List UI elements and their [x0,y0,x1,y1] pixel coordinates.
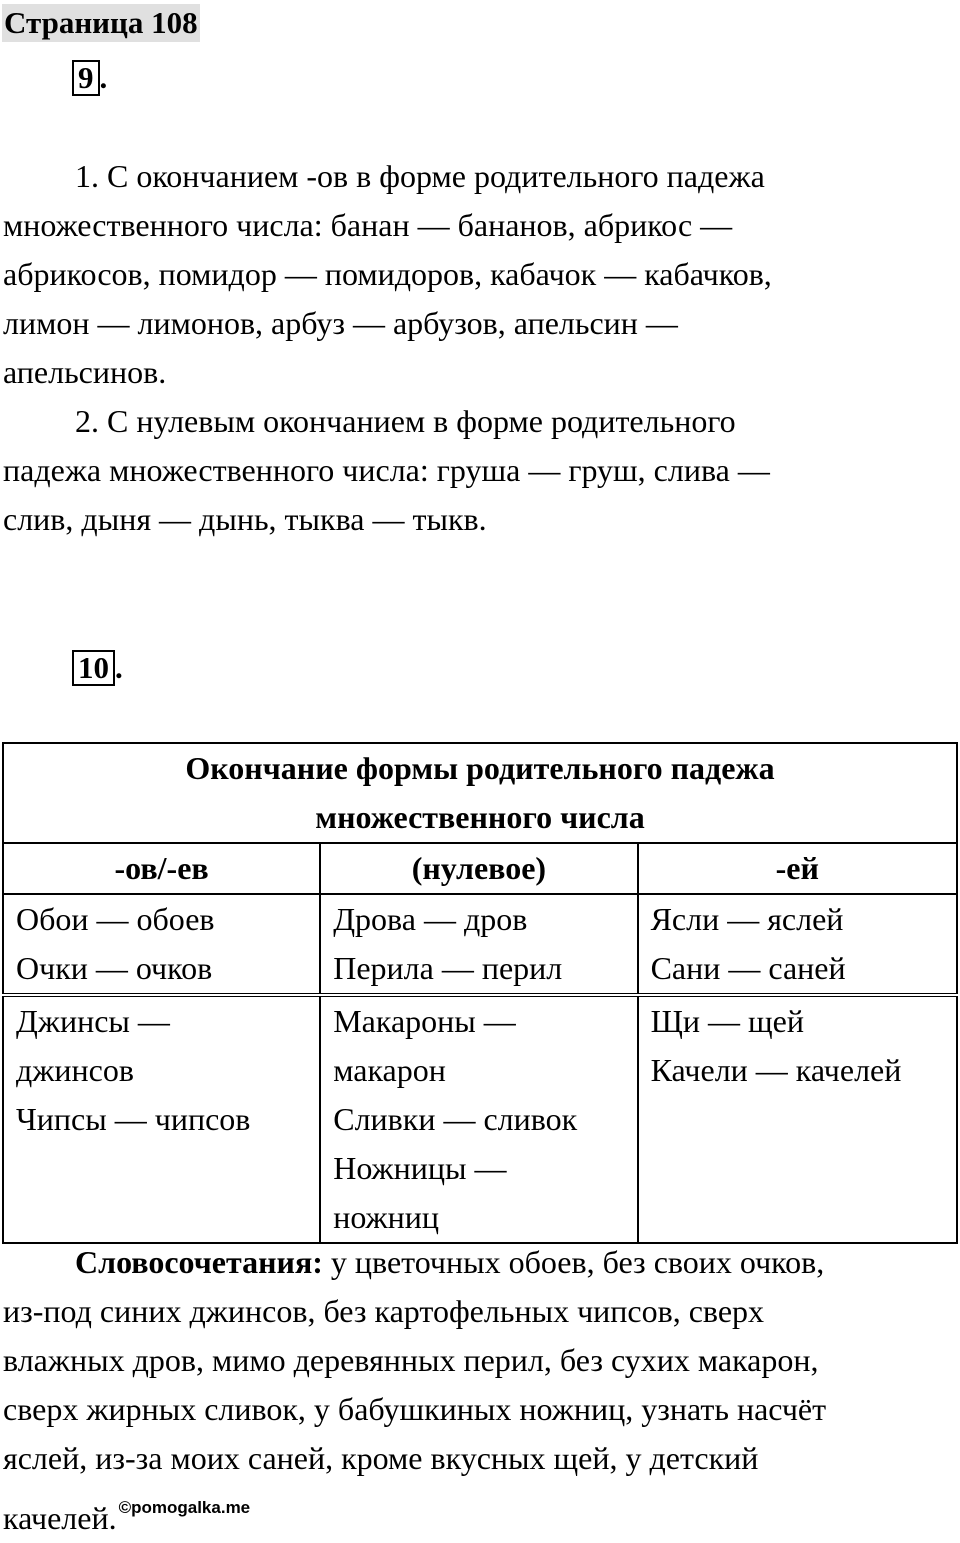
text-line: С нулевым окончанием в форме родительного [107,403,736,439]
task-number-box: 10 [72,650,115,686]
phrases-text: Словосочетания: у цветочных обоев, без своих очков, из-под синих джинсов, без картофельных чипсов, сверх влажных дров, мимо деревянных перил, без сухих макарон, сверх жирных сливок, у бабушкиных ножниц, узнать насчёт яслей, из-за моих саней, кроме вкусных щей, у детский качелей. $^{©pomogalka.me}$ [3,1238,953,1543]
text-line: слив, дыня — дынь, тыква — тыкв. [3,501,487,537]
watermark: ©pomogalka.me [118,1498,251,1517]
text-line: апельсинов. [3,354,167,390]
task-9-text: 1. С окончанием -ов в форме родительного падежа множественного числа: банан — бананов, абрикос — абрикосов, помидор — помидоров, кабачок — кабачков, лимон — лимонов, арбуз — арбузов, апельсин — апельсинов. 2. С нулевым окончанием в форме родительного падежа множественного числа: груша — груш, слива — слив, дыня — дынь, тыква — тыкв. [3,152,953,544]
table-header-row [3,843,957,894]
text-line: абрикосов, помидор — помидоров, кабачок — кабачков, [3,256,772,292]
text-line: падежа множественного числа: груша — груш, слива — [3,452,770,488]
table-title-row [3,743,957,843]
text-line: множественного числа: банан — бананов, абрикос — [3,207,733,243]
task-number-box: 9 [72,60,100,96]
column-header: -ей [638,843,957,894]
page-title: Страница 108 [4,5,198,40]
table-title: Окончание формы родительного падежа множественного числа [3,743,957,843]
table-row [3,995,957,1243]
task-10-number: 10 . [72,650,123,686]
text-line: сверх жирных сливок, у бабушкиных ножниц, узнать насчёт [3,1391,827,1427]
phrases-label: Словосочетания: [75,1244,323,1280]
text-line: влажных дров, мимо деревянных перил, без сухих макарон, [3,1342,819,1378]
table-cell: Ясли — яслей Сани — саней [638,894,957,995]
text-line: качелей. $^{©pomogalka.me}$ [3,1498,251,1536]
table-cell: Дрова — дров Перила — перил [320,894,637,995]
text-line: из-под синих джинсов, без картофельных чипсов, сверх [3,1293,765,1329]
table-cell: Макароны — макарон Сливки — сливок Ножницы — ножниц [320,995,637,1243]
endings-table [2,742,958,1244]
column-header: -ов/-ев [3,843,320,894]
text-line: лимон — лимонов, арбуз — арбузов, апельсин — [3,305,678,341]
column-header: (нулевое) [320,843,637,894]
table-cell: Щи — щей Качели — качелей [638,995,957,1243]
text-line: С окончанием -ов в форме родительного падежа [107,158,765,194]
task-9-number: 9 . [72,60,107,96]
table-cell: Джинсы — джинсов Чипсы — чипсов [3,995,320,1243]
text-line: яслей, из-за моих саней, кроме вкусных щей, у детский [3,1440,759,1476]
table-cell: Обои — обоев Очки — очков [3,894,320,995]
table-row [3,894,957,995]
